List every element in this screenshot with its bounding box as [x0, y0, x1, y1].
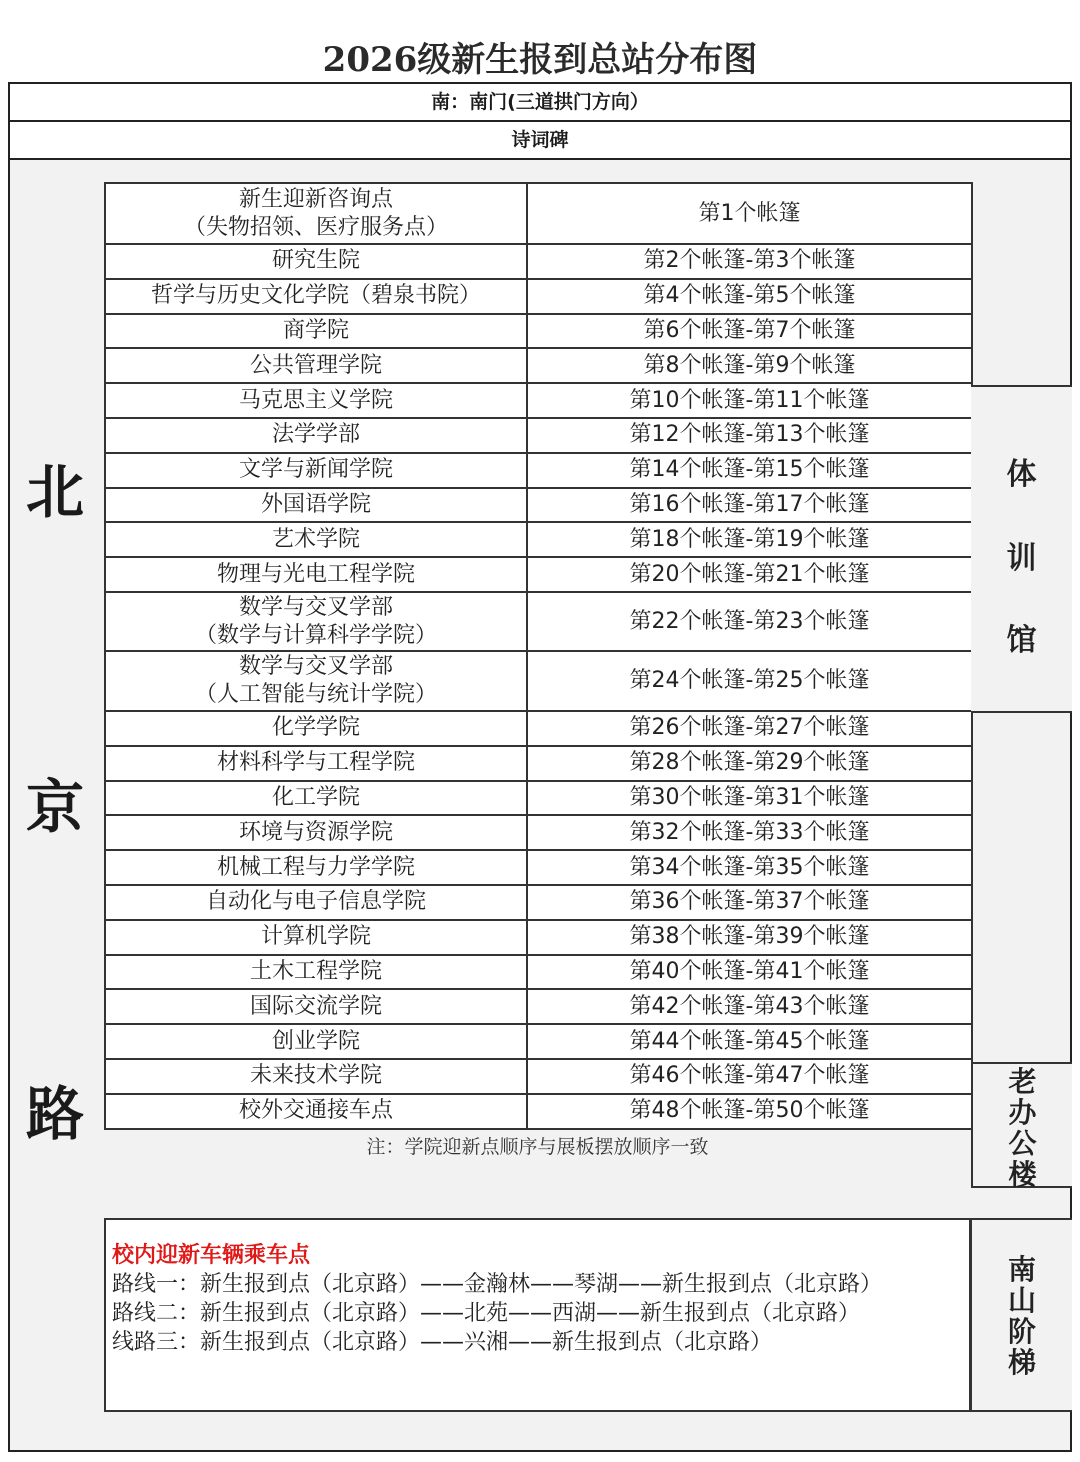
table-row [105, 920, 972, 955]
table-row [105, 314, 972, 349]
tent-cell: 第16个帐篷-第17个帐篷 [527, 488, 972, 523]
table-row [105, 348, 972, 383]
college-cell: 国际交流学院 [105, 989, 527, 1024]
gym-char: 体 [1006, 457, 1037, 492]
college-cell [105, 183, 527, 244]
college-cell [105, 651, 527, 711]
college-cell: 化工学院 [105, 781, 527, 816]
table-row [105, 1059, 972, 1094]
table-row [105, 418, 972, 453]
tent-cell: 第20个帐篷-第21个帐篷 [527, 557, 972, 592]
old-office-char: 公 [1008, 1127, 1037, 1160]
college-cell: 哲学与历史文化学院（碧泉书院） [105, 279, 527, 314]
table-row [105, 1024, 972, 1059]
nanshan-stairs-label [970, 1218, 1072, 1412]
tent-cell: 第4个帐篷-第5个帐篷 [527, 279, 972, 314]
old-office-char: 老 [1008, 1065, 1037, 1098]
table-row [105, 488, 972, 523]
tent-cell: 第36个帐篷-第37个帐篷 [527, 885, 972, 920]
old-office-char: 楼 [1008, 1158, 1037, 1191]
tent-cell: 第26个帐篷-第27个帐篷 [527, 711, 972, 746]
nanshan-char: 阶 [1007, 1315, 1036, 1348]
college-cell: 土木工程学院 [105, 955, 527, 990]
tent-cell: 第12个帐篷-第13个帐篷 [527, 418, 972, 453]
table-row [105, 383, 972, 418]
gym-building-label [971, 385, 1072, 713]
table-row [105, 279, 972, 314]
tent-cell: 第34个帐篷-第35个帐篷 [527, 850, 972, 885]
gym-char: 馆 [1006, 623, 1037, 658]
tent-cell: 第32个帐篷-第33个帐篷 [527, 815, 972, 850]
college-cell: 物理与光电工程学院 [105, 557, 527, 592]
table-row [105, 850, 972, 885]
table-row [105, 183, 972, 244]
road-char-3: 路 [25, 1080, 84, 1148]
college-cell: 环境与资源学院 [105, 815, 527, 850]
table-row [105, 651, 972, 711]
college-cell [105, 592, 527, 652]
tent-cell: 第10个帐篷-第11个帐篷 [527, 383, 972, 418]
college-cell: 校外交通接车点 [105, 1094, 527, 1129]
bus-route-line: 路线二：新生报到点（北京路）——北苑——西湖——新生报到点（北京路） [112, 1301, 861, 1326]
college-name: 数学与交叉学部 [238, 594, 393, 620]
table-row [105, 244, 972, 279]
tent-cell: 第46个帐篷-第47个帐篷 [527, 1059, 972, 1094]
nanshan-char: 梯 [1007, 1346, 1036, 1379]
college-sub: （失物招领、医疗服务点） [183, 214, 448, 240]
college-cell: 艺术学院 [105, 522, 527, 557]
college-cell: 马克思主义学院 [105, 383, 527, 418]
tent-cell: 第48个帐篷-第50个帐篷 [527, 1094, 972, 1129]
college-cell: 创业学院 [105, 1024, 527, 1059]
table-row [105, 522, 972, 557]
tent-table [104, 182, 973, 1130]
tent-cell: 第1个帐篷 [527, 183, 972, 244]
college-name: 新生迎新咨询点 [238, 186, 393, 212]
tent-cell: 第42个帐篷-第43个帐篷 [527, 989, 972, 1024]
table-row [105, 453, 972, 488]
college-cell: 自动化与电子信息学院 [105, 885, 527, 920]
table-row [105, 815, 972, 850]
college-cell: 研究生院 [105, 244, 527, 279]
tent-cell: 第44个帐篷-第45个帐篷 [527, 1024, 972, 1059]
nanshan-char: 山 [1007, 1284, 1036, 1317]
table-row [105, 746, 972, 781]
college-cell: 未来技术学院 [105, 1059, 527, 1094]
table-row [105, 592, 972, 652]
table-row [105, 955, 972, 990]
road-char-2: 京 [25, 773, 84, 841]
college-sub: （数学与计算科学学院） [194, 622, 437, 648]
table-row [105, 557, 972, 592]
college-cell: 文学与新闻学院 [105, 453, 527, 488]
college-cell: 材料科学与工程学院 [105, 746, 527, 781]
tent-cell: 第30个帐篷-第31个帐篷 [527, 781, 972, 816]
gym-char: 训 [1006, 541, 1037, 576]
bus-route-line: 线路三：新生报到点（北京路）——兴湘——新生报到点（北京路） [112, 1330, 773, 1355]
tent-cell: 第22个帐篷-第23个帐篷 [527, 592, 972, 652]
order-note: 注：学院迎新点顺序与展板摆放顺序一致 [366, 1136, 709, 1158]
tent-cell: 第18个帐篷-第19个帐篷 [527, 522, 972, 557]
table-row [105, 1094, 972, 1129]
shuttle-bus-info [104, 1218, 971, 1412]
tent-cell: 第6个帐篷-第7个帐篷 [527, 314, 972, 349]
college-cell: 公共管理学院 [105, 348, 527, 383]
college-cell: 计算机学院 [105, 920, 527, 955]
old-office-char: 办 [1008, 1096, 1037, 1129]
college-cell: 外国语学院 [105, 488, 527, 523]
old-office-building-label [971, 1062, 1072, 1191]
college-sub: （人工智能与统计学院） [194, 682, 437, 708]
south-gate-label: 南：南门(三道拱门方向） [8, 82, 1072, 122]
college-cell: 法学学部 [105, 418, 527, 453]
tent-cell: 第40个帐篷-第41个帐篷 [527, 955, 972, 990]
tent-cell: 第38个帐篷-第39个帐篷 [527, 920, 972, 955]
tent-cell: 第14个帐篷-第15个帐篷 [527, 453, 972, 488]
page-title: 2026级新生报到总站分布图 [322, 40, 758, 80]
table-row [105, 711, 972, 746]
nanshan-char: 南 [1007, 1253, 1036, 1286]
table-row [105, 989, 972, 1024]
tent-cell: 第28个帐篷-第29个帐篷 [527, 746, 972, 781]
tent-cell: 第8个帐篷-第9个帐篷 [527, 348, 972, 383]
table-row [105, 885, 972, 920]
college-cell: 商学院 [105, 314, 527, 349]
college-cell: 化学学院 [105, 711, 527, 746]
bus-route-line: 路线一：新生报到点（北京路）——金瀚林——琴湖——新生报到点（北京路） [112, 1272, 883, 1297]
shuttle-bus-title: 校内迎新车辆乘车点 [112, 1243, 311, 1268]
tent-cell: 第24个帐篷-第25个帐篷 [527, 651, 972, 711]
poem-stele-label: 诗词碑 [8, 120, 1072, 160]
table-row [105, 781, 972, 816]
college-name: 数学与交叉学部 [238, 654, 393, 680]
tent-cell: 第2个帐篷-第3个帐篷 [527, 244, 972, 279]
road-char-1: 北 [25, 458, 84, 526]
college-cell: 机械工程与力学学院 [105, 850, 527, 885]
